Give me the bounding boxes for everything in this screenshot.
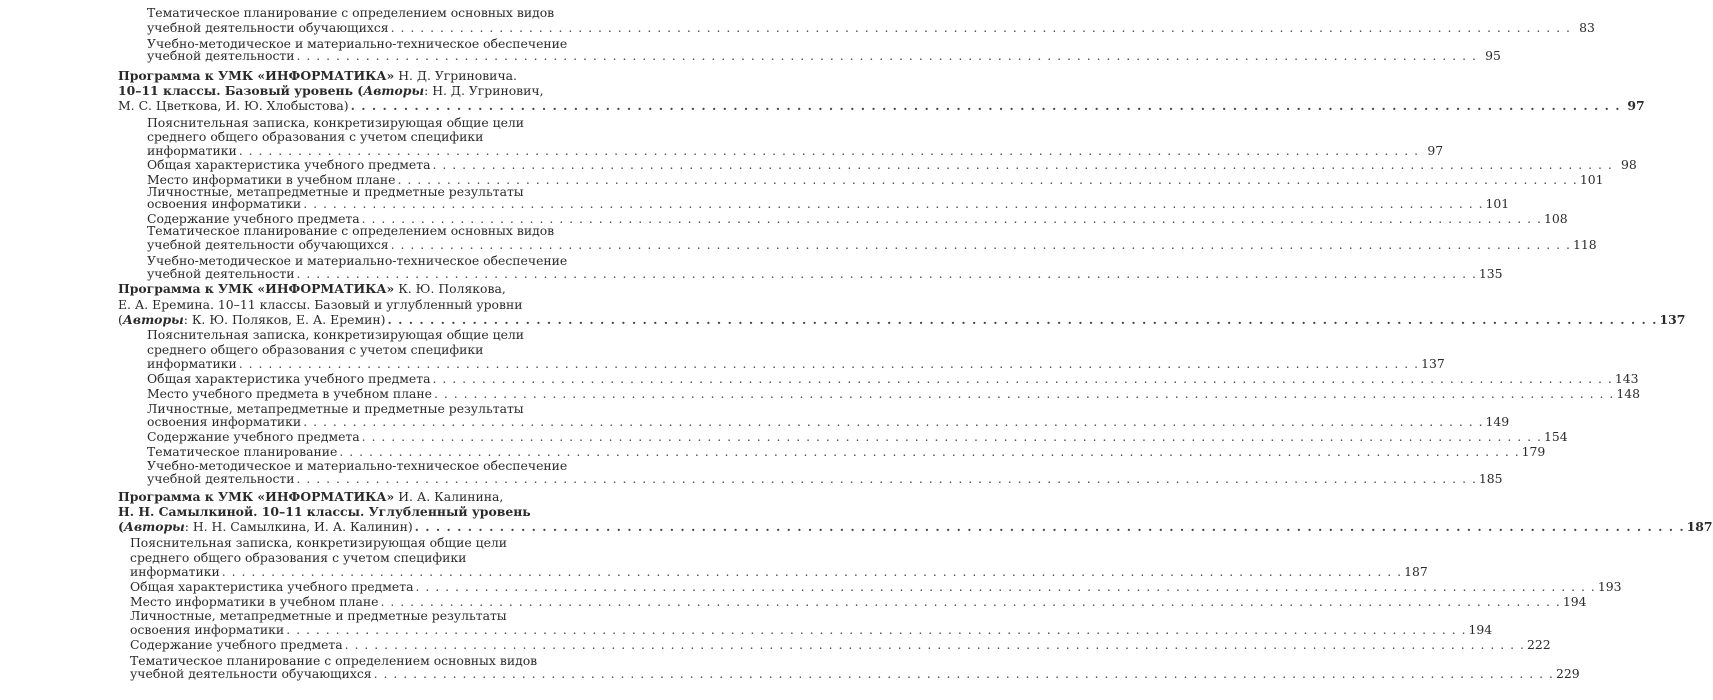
toc-entry[interactable]: информатики . . . . . . . . . . . . . . . . . . . . . . . . . . . . . . . . . . . . . . . . . . . . . . . . . . . . . . . . . . . . . . . . . . . . . . . . . . . . . . . . . . . . . . . . . . . . . . . . . . . . . . . . . . . . . . . . . . . . . . . . 97: [147, 143, 1444, 158]
leader-dots: . . . . . . . . . . . . . . . . . . . . . . . . . . . . . . . . . . . . . . . . . . . . . . . . . . . . . . . . . . . . . . . . . . . . . . . . . . . . . . . . . . . . . . . . . . . . . . . . . . . . . . . . . . . . . . . . . . . . . . . .: [432, 157, 1613, 172]
page-number: 187: [1404, 564, 1428, 579]
page-number: 143: [1614, 371, 1639, 386]
page-number: 101: [1579, 172, 1604, 187]
page-number: 179: [1521, 444, 1546, 459]
toc-entry-line: среднего общего образования с учетом специфики: [147, 342, 484, 357]
page-number: 222: [1527, 637, 1551, 652]
leader-dots: . . . . . . . . . . . . . . . . . . . . . . . . . . . . . . . . . . . . . . . . . . . . . . . . . . . . . . . . . . . . . . . . . . . . . . . . . . . . . . . . . . . . . . . . . . . . . . . . . . . . . . . . . . . . . . . . . . . . . . . .: [286, 622, 1467, 637]
toc-entry-line: Личностные, метапредметные и предметные результаты: [130, 608, 507, 623]
section-heading[interactable]: Программа к УМК «ИНФОРМАТИКА» К. Ю. Полякова,: [118, 281, 506, 296]
toc-entry[interactable]: учебной деятельности обучающихся . . . . . . . . . . . . . . . . . . . . . . . . . . . . . . . . . . . . . . . . . . . . . . . . . . . . . . . . . . . . . . . . . . . . . . . . . . . . . . . . . . . . . . . . . . . . . . . . . . . . . . . . . . . . . . . . . . . . . . . . 83: [147, 20, 1595, 35]
section-heading: Н. Н. Самылкиной. 10–11 классы. Углубленный уровень: [118, 504, 531, 519]
leader-dots: . . . . . . . . . . . . . . . . . . . . . . . . . . . . . . . . . . . . . . . . . . . . . . . . . . . . . . . . . . . . . . . . . . . . . . . . . . . . . . . . . . . . . . . . . . . . . . . . . . . . . . . . . . . . . . . . . . . . . . . .: [397, 172, 1578, 187]
toc-entry[interactable]: информатики . . . . . . . . . . . . . . . . . . . . . . . . . . . . . . . . . . . . . . . . . . . . . . . . . . . . . . . . . . . . . . . . . . . . . . . . . . . . . . . . . . . . . . . . . . . . . . . . . . . . . . . . . . . . . . . . . . . . . . . . 137: [147, 356, 1445, 371]
leader-dots: . . . . . . . . . . . . . . . . . . . . . . . . . . . . . . . . . . . . . . . . . . . . . . . . . . . . . . . . . . . . . . . . . . . . . . . . . . . . . . . . . . . . . . . . . . . . . . . . . . . . . . . . . . . . . . . . . . . . . . . .: [432, 371, 1613, 386]
toc-entry-line: Личностные, метапредметные и предметные результаты: [147, 401, 524, 416]
page-number: 108: [1544, 211, 1568, 226]
leader-dots: . . . . . . . . . . . . . . . . . . . . . . . . . . . . . . . . . . . . . . . . . . . . . . . . . . . . . . . . . . . . . . . . . . . . . . . . . . . . . . . . . . . . . . . . . . . . . . . . . . . . . . . . . . . . . . . . . . . . . . . .: [373, 666, 1554, 681]
toc-entry[interactable]: Содержание учебного предмета . . . . . . . . . . . . . . . . . . . . . . . . . . . . . . . . . . . . . . . . . . . . . . . . . . . . . . . . . . . . . . . . . . . . . . . . . . . . . . . . . . . . . . . . . . . . . . . . . . . . . . . . . . . . . . . . . . . . . . . . 222: [130, 637, 1551, 652]
page-number: 187: [1686, 519, 1713, 534]
toc-entry-line: Тематическое планирование с определением основных видов: [130, 653, 538, 668]
leader-dots: . . . . . . . . . . . . . . . . . . . . . . . . . . . . . . . . . . . . . . . . . . . . . . . . . . . . . . . . . . . . . . . . . . . . . . . . . . . . . . . . . . . . . . . . . . . . . . . . . . . . . . . . . . . . . . . . . . . . . . . .: [434, 386, 1615, 401]
page-number: 194: [1562, 594, 1587, 609]
page-number: 97: [1627, 98, 1645, 113]
page-number: 135: [1478, 266, 1503, 281]
toc-entry[interactable]: Место учебного предмета в учебном плане . . . . . . . . . . . . . . . . . . . . . . . . . . . . . . . . . . . . . . . . . . . . . . . . . . . . . . . . . . . . . . . . . . . . . . . . . . . . . . . . . . . . . . . . . . . . . . . . . . . . . . . . . . . . . . . . . . . . . . . . 148: [147, 386, 1640, 401]
toc-entry[interactable]: информатики . . . . . . . . . . . . . . . . . . . . . . . . . . . . . . . . . . . . . . . . . . . . . . . . . . . . . . . . . . . . . . . . . . . . . . . . . . . . . . . . . . . . . . . . . . . . . . . . . . . . . . . . . . . . . . . . . . . . . . . . 187: [130, 564, 1428, 579]
page-number: 154: [1544, 429, 1568, 444]
leader-dots: . . . . . . . . . . . . . . . . . . . . . . . . . . . . . . . . . . . . . . . . . . . . . . . . . . . . . . . . . . . . . . . . . . . . . . . . . . . . . . . . . . . . . . . . . . . . . . . . . . . . . . . . . . . . . . . . . . . . . . . .: [390, 237, 1571, 252]
page-number: 83: [1579, 20, 1595, 35]
leader-dots: . . . . . . . . . . . . . . . . . . . . . . . . . . . . . . . . . . . . . . . . . . . . . . . . . . . . . . . . . . . . . . . . . . . . . . . . . . . . . . . . . . . . . . . . . . . . . . . . . . . . . . . . . . . . . . . . . . . . . . . .: [414, 519, 1685, 534]
toc-entry-line: Учебно-методическое и материально-техническое обеспечение: [147, 36, 568, 51]
toc-entry[interactable]: Тематическое планирование . . . . . . . . . . . . . . . . . . . . . . . . . . . . . . . . . . . . . . . . . . . . . . . . . . . . . . . . . . . . . . . . . . . . . . . . . . . . . . . . . . . . . . . . . . . . . . . . . . . . . . . . . . . . . . . . . . . . . . . . 179: [147, 444, 1546, 459]
toc-entry[interactable]: учебной деятельности . . . . . . . . . . . . . . . . . . . . . . . . . . . . . . . . . . . . . . . . . . . . . . . . . . . . . . . . . . . . . . . . . . . . . . . . . . . . . . . . . . . . . . . . . . . . . . . . . . . . . . . . . . . . . . . . . . . . . . . . 135: [147, 266, 1503, 281]
section-heading[interactable]: Программа к УМК «ИНФОРМАТИКА» И. А. Калинина,: [118, 489, 504, 504]
toc-entry[interactable]: Содержание учебного предмета . . . . . . . . . . . . . . . . . . . . . . . . . . . . . . . . . . . . . . . . . . . . . . . . . . . . . . . . . . . . . . . . . . . . . . . . . . . . . . . . . . . . . . . . . . . . . . . . . . . . . . . . . . . . . . . . . . . . . . . . 154: [147, 429, 1568, 444]
leader-dots: . . . . . . . . . . . . . . . . . . . . . . . . . . . . . . . . . . . . . . . . . . . . . . . . . . . . . . . . . . . . . . . . . . . . . . . . . . . . . . . . . . . . . . . . . . . . . . . . . . . . . . . . . . . . . . . . . . . . . . . .: [296, 266, 1477, 281]
leader-dots: . . . . . . . . . . . . . . . . . . . . . . . . . . . . . . . . . . . . . . . . . . . . . . . . . . . . . . . . . . . . . . . . . . . . . . . . . . . . . . . . . . . . . . . . . . . . . . . . . . . . . . . . . . . . . . . . . . . . . . . .: [380, 594, 1561, 609]
toc-entry-line: среднего общего образования с учетом специфики: [130, 550, 467, 565]
toc-entry-line: Учебно-методическое и материально-техническое обеспечение: [147, 253, 568, 268]
toc-entry-line: Пояснительная записка, конкретизирующая общие цели: [147, 115, 525, 130]
leader-dots: . . . . . . . . . . . . . . . . . . . . . . . . . . . . . . . . . . . . . . . . . . . . . . . . . . . . . . . . . . . . . . . . . . . . . . . . . . . . . . . . . . . . . . . . . . . . . . . . . . . . . . . . . . . . . . . . . . . . . . . .: [390, 20, 1571, 35]
toc-entry[interactable]: Место информатики в учебном плане . . . . . . . . . . . . . . . . . . . . . . . . . . . . . . . . . . . . . . . . . . . . . . . . . . . . . . . . . . . . . . . . . . . . . . . . . . . . . . . . . . . . . . . . . . . . . . . . . . . . . . . . . . . . . . . . . . . . . . . . 101: [147, 172, 1604, 187]
section-heading: (Авторы: К. Ю. Поляков, Е. А. Еремин) . . . . . . . . . . . . . . . . . . . . . . . . . . . . . . . . . . . . . . . . . . . . . . . . . . . . . . . . . . . . . . . . . . . . . . . . . . . . . . . . . . . . . . . . . . . . . . . . . . . . . . . . . . . . . . . . . . . . . . . . 137: [118, 312, 1686, 327]
page-number: 137: [1421, 356, 1445, 371]
toc-entry-line: Тематическое планирование с определением основных видов: [147, 223, 555, 238]
toc-entry[interactable]: Общая характеристика учебного предмета . . . . . . . . . . . . . . . . . . . . . . . . . . . . . . . . . . . . . . . . . . . . . . . . . . . . . . . . . . . . . . . . . . . . . . . . . . . . . . . . . . . . . . . . . . . . . . . . . . . . . . . . . . . . . . . . . . . . . . . . 193: [130, 579, 1622, 594]
page-number: 148: [1616, 386, 1640, 401]
section-heading: Е. А. Еремина. 10–11 классы. Базовый и углубленный уровни: [118, 297, 523, 312]
leader-dots: . . . . . . . . . . . . . . . . . . . . . . . . . . . . . . . . . . . . . . . . . . . . . . . . . . . . . . . . . . . . . . . . . . . . . . . . . . . . . . . . . . . . . . . . . . . . . . . . . . . . . . . . . . . . . . . . . . . . . . . .: [221, 564, 1403, 579]
toc-entry[interactable]: учебной деятельности обучающихся . . . . . . . . . . . . . . . . . . . . . . . . . . . . . . . . . . . . . . . . . . . . . . . . . . . . . . . . . . . . . . . . . . . . . . . . . . . . . . . . . . . . . . . . . . . . . . . . . . . . . . . . . . . . . . . . . . . . . . . . 118: [147, 237, 1597, 252]
toc-entry[interactable]: учебной деятельности . . . . . . . . . . . . . . . . . . . . . . . . . . . . . . . . . . . . . . . . . . . . . . . . . . . . . . . . . . . . . . . . . . . . . . . . . . . . . . . . . . . . . . . . . . . . . . . . . . . . . . . . . . . . . . . . . . . . . . . . 185: [147, 471, 1503, 486]
leader-dots: . . . . . . . . . . . . . . . . . . . . . . . . . . . . . . . . . . . . . . . . . . . . . . . . . . . . . . . . . . . . . . . . . . . . . . . . . . . . . . . . . . . . . . . . . . . . . . . . . . . . . . . . . . . . . . . . . . . . . . . .: [361, 429, 1542, 444]
leader-dots: . . . . . . . . . . . . . . . . . . . . . . . . . . . . . . . . . . . . . . . . . . . . . . . . . . . . . . . . . . . . . . . . . . . . . . . . . . . . . . . . . . . . . . . . . . . . . . . . . . . . . . . . . . . . . . . . . . . . . . . .: [344, 637, 1525, 652]
toc-entry-line: среднего общего образования с учетом специфики: [147, 129, 484, 144]
leader-dots: . . . . . . . . . . . . . . . . . . . . . . . . . . . . . . . . . . . . . . . . . . . . . . . . . . . . . . . . . . . . . . . . . . . . . . . . . . . . . . . . . . . . . . . . . . . . . . . . . . . . . . . . . . . . . . . . . . . . . . . .: [296, 471, 1477, 486]
toc-entry[interactable]: освоения информатики . . . . . . . . . . . . . . . . . . . . . . . . . . . . . . . . . . . . . . . . . . . . . . . . . . . . . . . . . . . . . . . . . . . . . . . . . . . . . . . . . . . . . . . . . . . . . . . . . . . . . . . . . . . . . . . . . . . . . . . . 194: [130, 622, 1493, 637]
section-heading: (Авторы: Н. Н. Самылкина, И. А. Калинин) . . . . . . . . . . . . . . . . . . . . . . . . . . . . . . . . . . . . . . . . . . . . . . . . . . . . . . . . . . . . . . . . . . . . . . . . . . . . . . . . . . . . . . . . . . . . . . . . . . . . . . . . . . . . . . . . . . . . . . . . 187: [118, 519, 1713, 534]
page-number: 193: [1597, 579, 1622, 594]
page-number: 97: [1427, 143, 1444, 158]
page-number: 149: [1485, 414, 1510, 429]
leader-dots: . . . . . . . . . . . . . . . . . . . . . . . . . . . . . . . . . . . . . . . . . . . . . . . . . . . . . . . . . . . . . . . . . . . . . . . . . . . . . . . . . . . . . . . . . . . . . . . . . . . . . . . . . . . . . . . . . . . . . . . .: [238, 356, 1420, 371]
leader-dots: . . . . . . . . . . . . . . . . . . . . . . . . . . . . . . . . . . . . . . . . . . . . . . . . . . . . . . . . . . . . . . . . . . . . . . . . . . . . . . . . . . . . . . . . . . . . . . . . . . . . . . . . . . . . . . . . . . . . . . . .: [361, 211, 1542, 226]
leader-dots: . . . . . . . . . . . . . . . . . . . . . . . . . . . . . . . . . . . . . . . . . . . . . . . . . . . . . . . . . . . . . . . . . . . . . . . . . . . . . . . . . . . . . . . . . . . . . . . . . . . . . . . . . . . . . . . . . . . . . . . .: [339, 444, 1520, 459]
page-number: 118: [1572, 237, 1597, 252]
section-heading: М. С. Цветкова, И. Ю. Хлобыстова) . . . . . . . . . . . . . . . . . . . . . . . . . . . . . . . . . . . . . . . . . . . . . . . . . . . . . . . . . . . . . . . . . . . . . . . . . . . . . . . . . . . . . . . . . . . . . . . . . . . . . . . . . . . . . . . . . . . . . . . . 97: [118, 98, 1645, 113]
page-number: 185: [1478, 471, 1503, 486]
page-number: 95: [1485, 48, 1501, 63]
toc-entry[interactable]: Содержание учебного предмета . . . . . . . . . . . . . . . . . . . . . . . . . . . . . . . . . . . . . . . . . . . . . . . . . . . . . . . . . . . . . . . . . . . . . . . . . . . . . . . . . . . . . . . . . . . . . . . . . . . . . . . . . . . . . . . . . . . . . . . . 108: [147, 211, 1568, 226]
toc-entry[interactable]: Общая характеристика учебного предмета . . . . . . . . . . . . . . . . . . . . . . . . . . . . . . . . . . . . . . . . . . . . . . . . . . . . . . . . . . . . . . . . . . . . . . . . . . . . . . . . . . . . . . . . . . . . . . . . . . . . . . . . . . . . . . . . . . . . . . . . 143: [147, 371, 1639, 386]
toc-entry[interactable]: Общая характеристика учебного предмета . . . . . . . . . . . . . . . . . . . . . . . . . . . . . . . . . . . . . . . . . . . . . . . . . . . . . . . . . . . . . . . . . . . . . . . . . . . . . . . . . . . . . . . . . . . . . . . . . . . . . . . . . . . . . . . . . . . . . . . . 98: [147, 157, 1637, 172]
leader-dots: . . . . . . . . . . . . . . . . . . . . . . . . . . . . . . . . . . . . . . . . . . . . . . . . . . . . . . . . . . . . . . . . . . . . . . . . . . . . . . . . . . . . . . . . . . . . . . . . . . . . . . . . . . . . . . . . . . . . . . . .: [303, 414, 1484, 429]
toc-entry-line: Тематическое планирование с определением основных видов: [147, 5, 555, 20]
toc-entry[interactable]: учебной деятельности . . . . . . . . . . . . . . . . . . . . . . . . . . . . . . . . . . . . . . . . . . . . . . . . . . . . . . . . . . . . . . . . . . . . . . . . . . . . . . . . . . . . . . . . . . . . . . . . . . . . . . . . . . . . . . . . . . . . . . . . 95: [147, 48, 1501, 63]
page-number: 101: [1485, 196, 1510, 211]
toc-entry-line: Пояснительная записка, конкретизирующая общие цели: [130, 535, 508, 550]
page-number: 194: [1468, 622, 1493, 637]
toc-entry[interactable]: освоения информатики . . . . . . . . . . . . . . . . . . . . . . . . . . . . . . . . . . . . . . . . . . . . . . . . . . . . . . . . . . . . . . . . . . . . . . . . . . . . . . . . . . . . . . . . . . . . . . . . . . . . . . . . . . . . . . . . . . . . . . . . 101: [147, 196, 1510, 211]
leader-dots: . . . . . . . . . . . . . . . . . . . . . . . . . . . . . . . . . . . . . . . . . . . . . . . . . . . . . . . . . . . . . . . . . . . . . . . . . . . . . . . . . . . . . . . . . . . . . . . . . . . . . . . . . . . . . . . . . . . . . . . .: [415, 579, 1596, 594]
page-number: 229: [1555, 666, 1580, 681]
toc-entry-line: Пояснительная записка, конкретизирующая общие цели: [147, 327, 525, 342]
toc-entry[interactable]: учебной деятельности обучающихся . . . . . . . . . . . . . . . . . . . . . . . . . . . . . . . . . . . . . . . . . . . . . . . . . . . . . . . . . . . . . . . . . . . . . . . . . . . . . . . . . . . . . . . . . . . . . . . . . . . . . . . . . . . . . . . . . . . . . . . . 229: [130, 666, 1580, 681]
toc-entry-line: Учебно-методическое и материально-техническое обеспечение: [147, 458, 568, 473]
toc-entry-line: Личностные, метапредметные и предметные результаты: [147, 184, 524, 199]
toc-entry[interactable]: Место информатики в учебном плане . . . . . . . . . . . . . . . . . . . . . . . . . . . . . . . . . . . . . . . . . . . . . . . . . . . . . . . . . . . . . . . . . . . . . . . . . . . . . . . . . . . . . . . . . . . . . . . . . . . . . . . . . . . . . . . . . . . . . . . . 194: [130, 594, 1587, 609]
section-heading[interactable]: Программа к УМК «ИНФОРМАТИКА» Н. Д. Угриновича.: [118, 68, 517, 83]
page-number: 98: [1621, 157, 1637, 172]
page-number: 137: [1659, 312, 1686, 327]
section-heading: 10–11 классы. Базовый уровень (Авторы: Н. Д. Угринович,: [118, 83, 544, 98]
leader-dots: . . . . . . . . . . . . . . . . . . . . . . . . . . . . . . . . . . . . . . . . . . . . . . . . . . . . . . . . . . . . . . . . . . . . . . . . . . . . . . . . . . . . . . . . . . . . . . . . . . . . . . . . . . . . . . . . . . . . . . . .: [350, 98, 1621, 113]
leader-dots: . . . . . . . . . . . . . . . . . . . . . . . . . . . . . . . . . . . . . . . . . . . . . . . . . . . . . . . . . . . . . . . . . . . . . . . . . . . . . . . . . . . . . . . . . . . . . . . . . . . . . . . . . . . . . . . . . . . . . . . .: [387, 312, 1658, 327]
leader-dots: . . . . . . . . . . . . . . . . . . . . . . . . . . . . . . . . . . . . . . . . . . . . . . . . . . . . . . . . . . . . . . . . . . . . . . . . . . . . . . . . . . . . . . . . . . . . . . . . . . . . . . . . . . . . . . . . . . . . . . . .: [296, 48, 1477, 63]
leader-dots: . . . . . . . . . . . . . . . . . . . . . . . . . . . . . . . . . . . . . . . . . . . . . . . . . . . . . . . . . . . . . . . . . . . . . . . . . . . . . . . . . . . . . . . . . . . . . . . . . . . . . . . . . . . . . . . . . . . . . . . .: [238, 143, 1420, 158]
toc-entry[interactable]: освоения информатики . . . . . . . . . . . . . . . . . . . . . . . . . . . . . . . . . . . . . . . . . . . . . . . . . . . . . . . . . . . . . . . . . . . . . . . . . . . . . . . . . . . . . . . . . . . . . . . . . . . . . . . . . . . . . . . . . . . . . . . . 149: [147, 414, 1510, 429]
leader-dots: . . . . . . . . . . . . . . . . . . . . . . . . . . . . . . . . . . . . . . . . . . . . . . . . . . . . . . . . . . . . . . . . . . . . . . . . . . . . . . . . . . . . . . . . . . . . . . . . . . . . . . . . . . . . . . . . . . . . . . . .: [303, 196, 1484, 211]
